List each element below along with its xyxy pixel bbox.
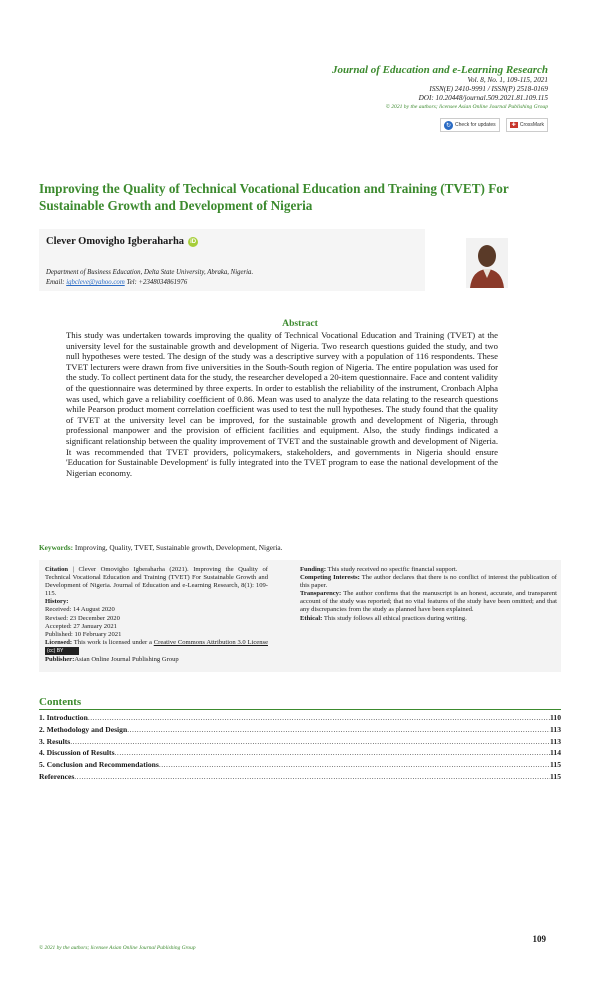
journal-name: Journal of Education and e-Learning Research xyxy=(331,64,548,76)
abstract-heading: Abstract xyxy=(282,318,318,329)
history: History: Received: 14 August 2020 Revised: 23 December 2020 Accepted: 27 January 2021 Published: 10 February 2021 xyxy=(45,598,122,638)
toc-item-discussion[interactable]: 4. Discussion of Results ..... 114 xyxy=(39,747,561,759)
footer-copyright: © 2021 by the authors; licensee Asian Online Journal Publishing Group xyxy=(39,945,196,951)
check-for-updates-badge[interactable]: ↻ Check for updates xyxy=(440,118,500,132)
author-affiliation: Department of Business Education, Delta State University, Abraka, Nigeria. Email: igbcleve@yahoo.com Tel: +2348034861976 xyxy=(46,269,254,286)
transparency: Transparency: The author confirms that the manuscript is an honest, accurate, and transparent account of the study was reported; that no vital features of the study have been omitted; and that any discrepancies from the study as planned have been explained. xyxy=(300,590,557,614)
author-tel: Tel: +2348034861976 xyxy=(126,279,188,286)
crossmark-icon: ✚ xyxy=(511,122,516,128)
crossmark-badge[interactable]: ✚ CrossMark xyxy=(506,118,548,132)
author-photo xyxy=(466,238,508,288)
info-right-column xyxy=(300,566,557,623)
competing-interests: Competing Interests: The author declares that there is no conflict of interest the publication of this paper. xyxy=(300,574,557,590)
author-photo-image xyxy=(466,238,508,288)
funding: Funding: This study received no specific financial support. xyxy=(300,566,458,573)
cc-by-badge[interactable]: (cc) BY xyxy=(45,647,79,655)
publisher: Publisher:Asian Online Journal Publishing Group xyxy=(45,655,179,663)
toc-item-introduction[interactable]: 1. Introduction ..... 110 xyxy=(39,712,561,724)
toc-item-references[interactable]: References ..... 115 xyxy=(39,771,561,783)
license: Licensed: This work is licensed under a Creative Commons Attribution 3.0 License (cc) BY xyxy=(45,638,268,654)
abstract-body: This study was undertaken towards improving the quality of Technical Vocational Education and Training (TVET) at the university level for the sustainable growth and development of Nigeria. Two research questions guided the study, and two null hypotheses were tested. The design of the study was a descriptive survey with a population of 116 respondents. These TVET lecturers were drawn from five universities in the South-South region of Nigeria. The entire population was used for the study. To collect pertinent data for the study, the researcher developed a 20-item questionnaire. Face and content validity of the questionnaire was determined by three experts. In order to establish the reliability of the instrument, Cronbach Alpha was used, which gave a reliability coefficient of 0.86. Mean was used to analyze the data relating to the research questions while Pearson product moment correlation coefficient was used to test the null hypotheses. The study found that the quality of TVET at the university level can be improved, for the sustainable growth and development of Nigeria, through professional manpower and the provision of efficient facilities and equipment. Also, the study findings indicated a significant relationship between the quality improvement of TVET and the sustainable growth and development of Nigeria. It was recommended that TVET providers, policymakers, stakeholders, and governments in Nigeria should ensure 'Education for Sustainable Development' is fully integrated into the TVET program to ease the national development of the Nigerian economy. xyxy=(66,330,498,478)
keywords-label: Keywords: xyxy=(39,543,74,552)
article-info-box xyxy=(39,560,561,672)
ethical: Ethical: This study follows all ethical practices during writing. xyxy=(300,614,467,622)
page-number: 109 xyxy=(532,934,546,944)
toc-item-conclusion[interactable]: 5. Conclusion and Recommendations ..... 115 xyxy=(39,759,561,771)
keywords-text: Improving, Quality, TVET, Sustainable growth, Development, Nigeria. xyxy=(74,543,283,552)
volume-info: Vol. 8, No. 1, 109-115, 2021 xyxy=(467,76,548,84)
author-name: Clever Omovigho Igberaharha iD xyxy=(46,236,197,247)
article-title: Improving the Quality of Technical Vocational Education and Training (TVET) For Sustainable Growth and Development of Nigeria xyxy=(39,181,509,213)
orcid-icon[interactable]: iD xyxy=(190,239,197,245)
toc-item-results[interactable]: 3. Results ..... 113 xyxy=(39,736,561,748)
author-email-link[interactable]: igbcleve@yahoo.com xyxy=(66,279,125,286)
keywords xyxy=(39,543,282,552)
header-copyright: © 2021 by the authors; licensee Asian Online Journal Publishing Group xyxy=(385,104,548,110)
citation: Citation | Clever Omovigho Igberaharha (2021). Improving the Quality of Technical Vocational Education and Training (TVET) For Sustainable Growth and Development of Nigeria. Journal of Education and e-Learning Research, 8(1): 109-115. xyxy=(45,566,268,598)
badge-row xyxy=(440,118,548,132)
table-of-contents xyxy=(39,696,561,783)
license-link[interactable]: Creative Commons Attribution 3.0 License xyxy=(153,638,268,646)
refresh-icon: ↻ xyxy=(446,122,452,129)
journal-header xyxy=(332,64,548,111)
toc-list xyxy=(39,712,561,783)
info-left-column xyxy=(45,566,268,664)
contents-heading: Contents xyxy=(39,696,561,710)
doi-info[interactable]: DOI: 10.20448/journal.509.2021.81.109.115 xyxy=(418,94,548,102)
email-label: Email: xyxy=(46,279,65,286)
toc-item-methodology[interactable]: 2. Methodology and Design ..... 113 xyxy=(39,724,561,736)
issn-info: ISSN(E) 2410-9991 / ISSN(P) 2518-0169 xyxy=(429,85,548,93)
